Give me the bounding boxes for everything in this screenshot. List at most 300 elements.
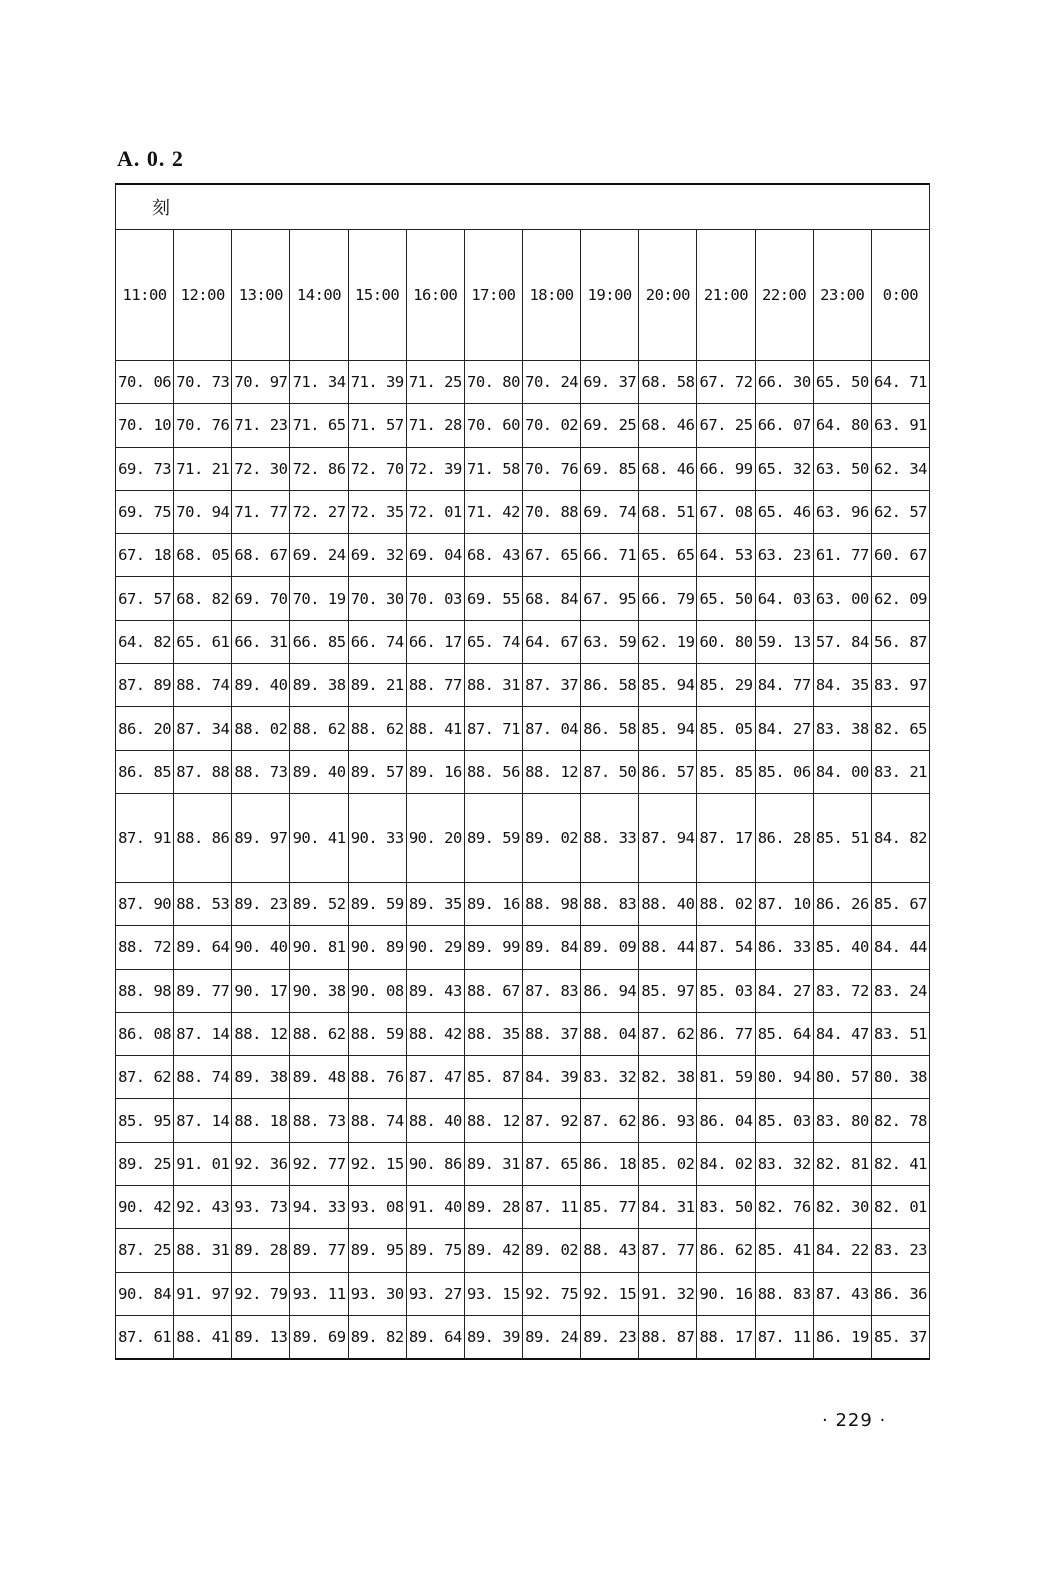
table-cell: 86. 94 xyxy=(581,969,639,1012)
table-cell: 62. 34 xyxy=(871,447,929,490)
column-header: 14:00 xyxy=(290,230,348,361)
table-cell: 62. 57 xyxy=(871,490,929,533)
column-header: 20:00 xyxy=(639,230,697,361)
column-header: 23:00 xyxy=(813,230,871,361)
table-cell: 89. 42 xyxy=(464,1229,522,1272)
table-cell: 89. 43 xyxy=(406,969,464,1012)
table-cell: 69. 32 xyxy=(348,534,406,577)
column-header: 15:00 xyxy=(348,230,406,361)
table-cell: 71. 25 xyxy=(406,361,464,404)
table-cell: 66. 30 xyxy=(755,361,813,404)
table-cell: 82. 78 xyxy=(871,1099,929,1142)
table-cell: 89. 21 xyxy=(348,664,406,707)
table-cell: 70. 30 xyxy=(348,577,406,620)
table-cell: 86. 57 xyxy=(639,750,697,793)
table-cell: 70. 73 xyxy=(174,361,232,404)
column-header: 17:00 xyxy=(464,230,522,361)
table-cell: 94. 33 xyxy=(290,1186,348,1229)
table-cell: 69. 70 xyxy=(232,577,290,620)
table-cell: 90. 33 xyxy=(348,793,406,882)
table-cell: 88. 40 xyxy=(406,1099,464,1142)
table-cell: 90. 86 xyxy=(406,1142,464,1185)
table-cell: 86. 20 xyxy=(116,707,174,750)
table-row xyxy=(116,882,930,925)
table-cell: 69. 37 xyxy=(581,361,639,404)
table-cell: 70. 19 xyxy=(290,577,348,620)
table-cell: 70. 80 xyxy=(464,361,522,404)
table-cell: 66. 07 xyxy=(755,404,813,447)
table-cell: 70. 06 xyxy=(116,361,174,404)
table-cell: 66. 99 xyxy=(697,447,755,490)
table-row xyxy=(116,447,930,490)
table-cell: 90. 38 xyxy=(290,969,348,1012)
table-cell: 85. 29 xyxy=(697,664,755,707)
table-cell: 83. 38 xyxy=(813,707,871,750)
table-cell: 70. 94 xyxy=(174,490,232,533)
table-cell: 86. 85 xyxy=(116,750,174,793)
column-header: 19:00 xyxy=(581,230,639,361)
table-cell: 87. 47 xyxy=(406,1056,464,1099)
table-cell: 72. 35 xyxy=(348,490,406,533)
table-cell: 85. 85 xyxy=(697,750,755,793)
table-cell: 89. 02 xyxy=(522,793,580,882)
table-cell: 88. 40 xyxy=(639,882,697,925)
table-cell: 88. 98 xyxy=(116,969,174,1012)
table-cell: 91. 32 xyxy=(639,1272,697,1315)
table-cell: 87. 25 xyxy=(116,1229,174,1272)
table-cell: 70. 97 xyxy=(232,361,290,404)
table-cell: 89. 48 xyxy=(290,1056,348,1099)
table-cell: 85. 06 xyxy=(755,750,813,793)
table-cell: 85. 87 xyxy=(464,1056,522,1099)
table-cell: 71. 42 xyxy=(464,490,522,533)
table-cell: 88. 31 xyxy=(464,664,522,707)
table-cell: 88. 42 xyxy=(406,1012,464,1055)
table-cell: 70. 60 xyxy=(464,404,522,447)
table-cell: 68. 46 xyxy=(639,447,697,490)
table-cell: 89. 84 xyxy=(522,926,580,969)
table-cell: 84. 39 xyxy=(522,1056,580,1099)
table-cell: 71. 34 xyxy=(290,361,348,404)
table-cell: 90. 20 xyxy=(406,793,464,882)
table-cell: 89. 40 xyxy=(290,750,348,793)
table-cell: 87. 90 xyxy=(116,882,174,925)
table-cell: 68. 43 xyxy=(464,534,522,577)
table-cell: 89. 64 xyxy=(406,1315,464,1359)
table-cell: 69. 73 xyxy=(116,447,174,490)
column-header: 0:00 xyxy=(871,230,929,361)
table-cell: 88. 56 xyxy=(464,750,522,793)
table-cell: 85. 02 xyxy=(639,1142,697,1185)
table-cell: 87. 91 xyxy=(116,793,174,882)
table-cell: 89. 13 xyxy=(232,1315,290,1359)
column-header: 12:00 xyxy=(174,230,232,361)
table-cell: 88. 73 xyxy=(232,750,290,793)
table-cell: 65. 61 xyxy=(174,620,232,663)
table-cell: 84. 47 xyxy=(813,1012,871,1055)
table-cell: 67. 25 xyxy=(697,404,755,447)
table-cell: 87. 94 xyxy=(639,793,697,882)
table-cell: 61. 77 xyxy=(813,534,871,577)
table-cell: 86. 62 xyxy=(697,1229,755,1272)
table-cell: 87. 65 xyxy=(522,1142,580,1185)
table-cell: 63. 23 xyxy=(755,534,813,577)
table-cell: 80. 94 xyxy=(755,1056,813,1099)
table-cell: 83. 80 xyxy=(813,1099,871,1142)
table-cell: 82. 65 xyxy=(871,707,929,750)
table-cell: 88. 31 xyxy=(174,1229,232,1272)
table-cell: 62. 09 xyxy=(871,577,929,620)
table-cell: 83. 23 xyxy=(871,1229,929,1272)
table-cell: 86. 08 xyxy=(116,1012,174,1055)
table-cell: 88. 04 xyxy=(581,1012,639,1055)
table-cell: 66. 85 xyxy=(290,620,348,663)
table-cell: 63. 50 xyxy=(813,447,871,490)
table-cell: 88. 73 xyxy=(290,1099,348,1142)
table-cell: 85. 41 xyxy=(755,1229,813,1272)
table-cell: 83. 51 xyxy=(871,1012,929,1055)
table-cell: 89. 97 xyxy=(232,793,290,882)
table-cell: 87. 61 xyxy=(116,1315,174,1359)
table-cell: 85. 94 xyxy=(639,664,697,707)
table-cell: 71. 23 xyxy=(232,404,290,447)
table-cell: 87. 11 xyxy=(522,1186,580,1229)
table-cell: 92. 15 xyxy=(348,1142,406,1185)
table-row xyxy=(116,1229,930,1272)
table-cell: 67. 18 xyxy=(116,534,174,577)
table-cell: 68. 58 xyxy=(639,361,697,404)
table-cell: 88. 67 xyxy=(464,969,522,1012)
table-cell: 88. 62 xyxy=(348,707,406,750)
table-row xyxy=(116,361,930,404)
table-cell: 93. 15 xyxy=(464,1272,522,1315)
table-cell: 88. 43 xyxy=(581,1229,639,1272)
table-cell: 71. 21 xyxy=(174,447,232,490)
table-cell: 71. 65 xyxy=(290,404,348,447)
table-cell: 87. 34 xyxy=(174,707,232,750)
table-cell: 89. 59 xyxy=(464,793,522,882)
table-cell: 86. 36 xyxy=(871,1272,929,1315)
table-cell: 88. 41 xyxy=(174,1315,232,1359)
table-cell: 72. 70 xyxy=(348,447,406,490)
table-cell: 66. 31 xyxy=(232,620,290,663)
table-cell: 82. 81 xyxy=(813,1142,871,1185)
table-cell: 72. 86 xyxy=(290,447,348,490)
table-cell: 90. 42 xyxy=(116,1186,174,1229)
table-cell: 69. 24 xyxy=(290,534,348,577)
table-cell: 68. 82 xyxy=(174,577,232,620)
table-cell: 87. 88 xyxy=(174,750,232,793)
table-cell: 85. 77 xyxy=(581,1186,639,1229)
table-cell: 88. 53 xyxy=(174,882,232,925)
table-cell: 72. 27 xyxy=(290,490,348,533)
table-cell: 88. 35 xyxy=(464,1012,522,1055)
table-cell: 65. 50 xyxy=(813,361,871,404)
table-cell: 70. 10 xyxy=(116,404,174,447)
table-cell: 82. 01 xyxy=(871,1186,929,1229)
table-cell: 90. 17 xyxy=(232,969,290,1012)
table-cell: 82. 38 xyxy=(639,1056,697,1099)
table-cell: 85. 05 xyxy=(697,707,755,750)
table-cell: 84. 31 xyxy=(639,1186,697,1229)
table-cell: 89. 59 xyxy=(348,882,406,925)
table-cell: 89. 25 xyxy=(116,1142,174,1185)
table-cell: 86. 93 xyxy=(639,1099,697,1142)
table-cell: 68. 84 xyxy=(522,577,580,620)
table-row xyxy=(116,1099,930,1142)
table-cell: 86. 26 xyxy=(813,882,871,925)
table-cell: 70. 76 xyxy=(522,447,580,490)
table-cell: 71. 57 xyxy=(348,404,406,447)
table-cell: 72. 01 xyxy=(406,490,464,533)
table-cell: 60. 67 xyxy=(871,534,929,577)
table-cell: 88. 17 xyxy=(697,1315,755,1359)
column-header: 22:00 xyxy=(755,230,813,361)
table-cell: 82. 76 xyxy=(755,1186,813,1229)
table-cell: 86. 28 xyxy=(755,793,813,882)
table-cell: 88. 02 xyxy=(697,882,755,925)
table-cell: 89. 39 xyxy=(464,1315,522,1359)
table-cell: 89. 77 xyxy=(174,969,232,1012)
table-cell: 88. 76 xyxy=(348,1056,406,1099)
table-cell: 87. 17 xyxy=(697,793,755,882)
table-cell: 92. 77 xyxy=(290,1142,348,1185)
table-cell: 87. 10 xyxy=(755,882,813,925)
table-cell: 64. 03 xyxy=(755,577,813,620)
table-cell: 63. 91 xyxy=(871,404,929,447)
table-cell: 83. 50 xyxy=(697,1186,755,1229)
table-cell: 69. 04 xyxy=(406,534,464,577)
table-cell: 87. 11 xyxy=(755,1315,813,1359)
table-cell: 86. 19 xyxy=(813,1315,871,1359)
column-header: 13:00 xyxy=(232,230,290,361)
table-cell: 84. 02 xyxy=(697,1142,755,1185)
table-row xyxy=(116,793,930,882)
table-cell: 67. 65 xyxy=(522,534,580,577)
table-cell: 65. 74 xyxy=(464,620,522,663)
table-cell: 92. 75 xyxy=(522,1272,580,1315)
table-cell: 87. 62 xyxy=(581,1099,639,1142)
table-cell: 88. 83 xyxy=(581,882,639,925)
table-cell: 84. 00 xyxy=(813,750,871,793)
table-cell: 71. 58 xyxy=(464,447,522,490)
table-cell: 67. 57 xyxy=(116,577,174,620)
table-cell: 64. 67 xyxy=(522,620,580,663)
table-cell: 67. 72 xyxy=(697,361,755,404)
table-cell: 92. 15 xyxy=(581,1272,639,1315)
table-row xyxy=(116,1012,930,1055)
table-cell: 83. 21 xyxy=(871,750,929,793)
table-row xyxy=(116,1272,930,1315)
table-cell: 89. 38 xyxy=(232,1056,290,1099)
table-cell: 85. 03 xyxy=(697,969,755,1012)
table-cell: 88. 98 xyxy=(522,882,580,925)
table-cell: 57. 84 xyxy=(813,620,871,663)
table-cell: 89. 16 xyxy=(464,882,522,925)
table-cell: 68. 05 xyxy=(174,534,232,577)
table-caption: 刻 xyxy=(116,184,930,230)
table-cell: 88. 37 xyxy=(522,1012,580,1055)
table-cell: 88. 62 xyxy=(290,707,348,750)
table-cell: 87. 04 xyxy=(522,707,580,750)
table-cell: 83. 32 xyxy=(581,1056,639,1099)
table-cell: 70. 76 xyxy=(174,404,232,447)
table-row xyxy=(116,404,930,447)
table-cell: 90. 81 xyxy=(290,926,348,969)
table-cell: 68. 46 xyxy=(639,404,697,447)
table-cell: 80. 57 xyxy=(813,1056,871,1099)
table-cell: 91. 40 xyxy=(406,1186,464,1229)
table-cell: 71. 39 xyxy=(348,361,406,404)
table-cell: 88. 12 xyxy=(232,1012,290,1055)
table-cell: 86. 77 xyxy=(697,1012,755,1055)
table-cell: 87. 54 xyxy=(697,926,755,969)
table-cell: 89. 75 xyxy=(406,1229,464,1272)
table-cell: 90. 40 xyxy=(232,926,290,969)
table-cell: 88. 12 xyxy=(464,1099,522,1142)
table-cell: 90. 84 xyxy=(116,1272,174,1315)
table-row xyxy=(116,490,930,533)
table-cell: 89. 31 xyxy=(464,1142,522,1185)
table-cell: 82. 30 xyxy=(813,1186,871,1229)
table-cell: 89. 64 xyxy=(174,926,232,969)
table-cell: 83. 32 xyxy=(755,1142,813,1185)
table-cell: 89. 02 xyxy=(522,1229,580,1272)
table-cell: 69. 55 xyxy=(464,577,522,620)
table-cell: 62. 19 xyxy=(639,620,697,663)
table-row xyxy=(116,707,930,750)
table-cell: 88. 41 xyxy=(406,707,464,750)
table-cell: 65. 32 xyxy=(755,447,813,490)
table-cell: 86. 18 xyxy=(581,1142,639,1185)
table-cell: 65. 65 xyxy=(639,534,697,577)
caption-row xyxy=(116,184,930,230)
table-cell: 70. 02 xyxy=(522,404,580,447)
table-cell: 87. 14 xyxy=(174,1099,232,1142)
table-cell: 88. 83 xyxy=(755,1272,813,1315)
table-cell: 89. 23 xyxy=(581,1315,639,1359)
table-cell: 86. 04 xyxy=(697,1099,755,1142)
table-cell: 91. 01 xyxy=(174,1142,232,1185)
table-cell: 92. 79 xyxy=(232,1272,290,1315)
table-cell: 90. 16 xyxy=(697,1272,755,1315)
table-cell: 83. 97 xyxy=(871,664,929,707)
table-cell: 71. 28 xyxy=(406,404,464,447)
table-cell: 85. 64 xyxy=(755,1012,813,1055)
table-cell: 90. 89 xyxy=(348,926,406,969)
table-cell: 88. 87 xyxy=(639,1315,697,1359)
table-cell: 89. 82 xyxy=(348,1315,406,1359)
table-cell: 93. 73 xyxy=(232,1186,290,1229)
table-cell: 69. 25 xyxy=(581,404,639,447)
table-cell: 84. 35 xyxy=(813,664,871,707)
table-cell: 84. 27 xyxy=(755,969,813,1012)
table-cell: 84. 44 xyxy=(871,926,929,969)
table-cell: 89. 09 xyxy=(581,926,639,969)
table-cell: 67. 08 xyxy=(697,490,755,533)
table-cell: 70. 03 xyxy=(406,577,464,620)
table-cell: 89. 23 xyxy=(232,882,290,925)
table-cell: 89. 77 xyxy=(290,1229,348,1272)
table-cell: 83. 24 xyxy=(871,969,929,1012)
table-cell: 84. 82 xyxy=(871,793,929,882)
table-cell: 84. 22 xyxy=(813,1229,871,1272)
table-cell: 91. 97 xyxy=(174,1272,232,1315)
table-cell: 64. 82 xyxy=(116,620,174,663)
table-cell: 69. 75 xyxy=(116,490,174,533)
table-cell: 69. 85 xyxy=(581,447,639,490)
table-cell: 85. 67 xyxy=(871,882,929,925)
table-cell: 87. 62 xyxy=(116,1056,174,1099)
table-cell: 89. 28 xyxy=(464,1186,522,1229)
table-row xyxy=(116,926,930,969)
table-cell: 70. 88 xyxy=(522,490,580,533)
table-cell: 84. 27 xyxy=(755,707,813,750)
table-cell: 68. 51 xyxy=(639,490,697,533)
table-cell: 86. 33 xyxy=(755,926,813,969)
table-cell: 87. 43 xyxy=(813,1272,871,1315)
table-cell: 92. 36 xyxy=(232,1142,290,1185)
table-cell: 87. 71 xyxy=(464,707,522,750)
temperature-table xyxy=(115,183,930,1360)
table-cell: 85. 03 xyxy=(755,1099,813,1142)
table-cell: 64. 53 xyxy=(697,534,755,577)
table-cell: 89. 28 xyxy=(232,1229,290,1272)
table-row xyxy=(116,1315,930,1359)
table-cell: 89. 40 xyxy=(232,664,290,707)
table-row xyxy=(116,534,930,577)
table-cell: 90. 41 xyxy=(290,793,348,882)
table-cell: 88. 72 xyxy=(116,926,174,969)
table-body xyxy=(116,184,930,1359)
table-cell: 66. 74 xyxy=(348,620,406,663)
table-cell: 89. 38 xyxy=(290,664,348,707)
table-cell: 66. 17 xyxy=(406,620,464,663)
table-cell: 89. 95 xyxy=(348,1229,406,1272)
table-cell: 87. 83 xyxy=(522,969,580,1012)
table-cell: 87. 37 xyxy=(522,664,580,707)
table-cell: 86. 58 xyxy=(581,664,639,707)
table-cell: 89. 52 xyxy=(290,882,348,925)
table-cell: 72. 39 xyxy=(406,447,464,490)
table-cell: 92. 43 xyxy=(174,1186,232,1229)
table-cell: 63. 96 xyxy=(813,490,871,533)
table-cell: 82. 41 xyxy=(871,1142,929,1185)
table-cell: 88. 44 xyxy=(639,926,697,969)
table-cell: 88. 33 xyxy=(581,793,639,882)
table-row xyxy=(116,1186,930,1229)
column-header: 18:00 xyxy=(522,230,580,361)
table-cell: 65. 50 xyxy=(697,577,755,620)
table-cell: 83. 72 xyxy=(813,969,871,1012)
table-row xyxy=(116,1142,930,1185)
table-cell: 64. 71 xyxy=(871,361,929,404)
table-cell: 88. 77 xyxy=(406,664,464,707)
table-cell: 64. 80 xyxy=(813,404,871,447)
table-cell: 87. 92 xyxy=(522,1099,580,1142)
table-cell: 65. 46 xyxy=(755,490,813,533)
page-number: · 229 · xyxy=(822,1410,887,1431)
table-cell: 85. 37 xyxy=(871,1315,929,1359)
table-cell: 88. 74 xyxy=(174,1056,232,1099)
table-cell: 88. 86 xyxy=(174,793,232,882)
table-cell: 93. 27 xyxy=(406,1272,464,1315)
table-row xyxy=(116,750,930,793)
table-cell: 88. 74 xyxy=(174,664,232,707)
table-cell: 88. 18 xyxy=(232,1099,290,1142)
table-cell: 89. 35 xyxy=(406,882,464,925)
table-row xyxy=(116,577,930,620)
